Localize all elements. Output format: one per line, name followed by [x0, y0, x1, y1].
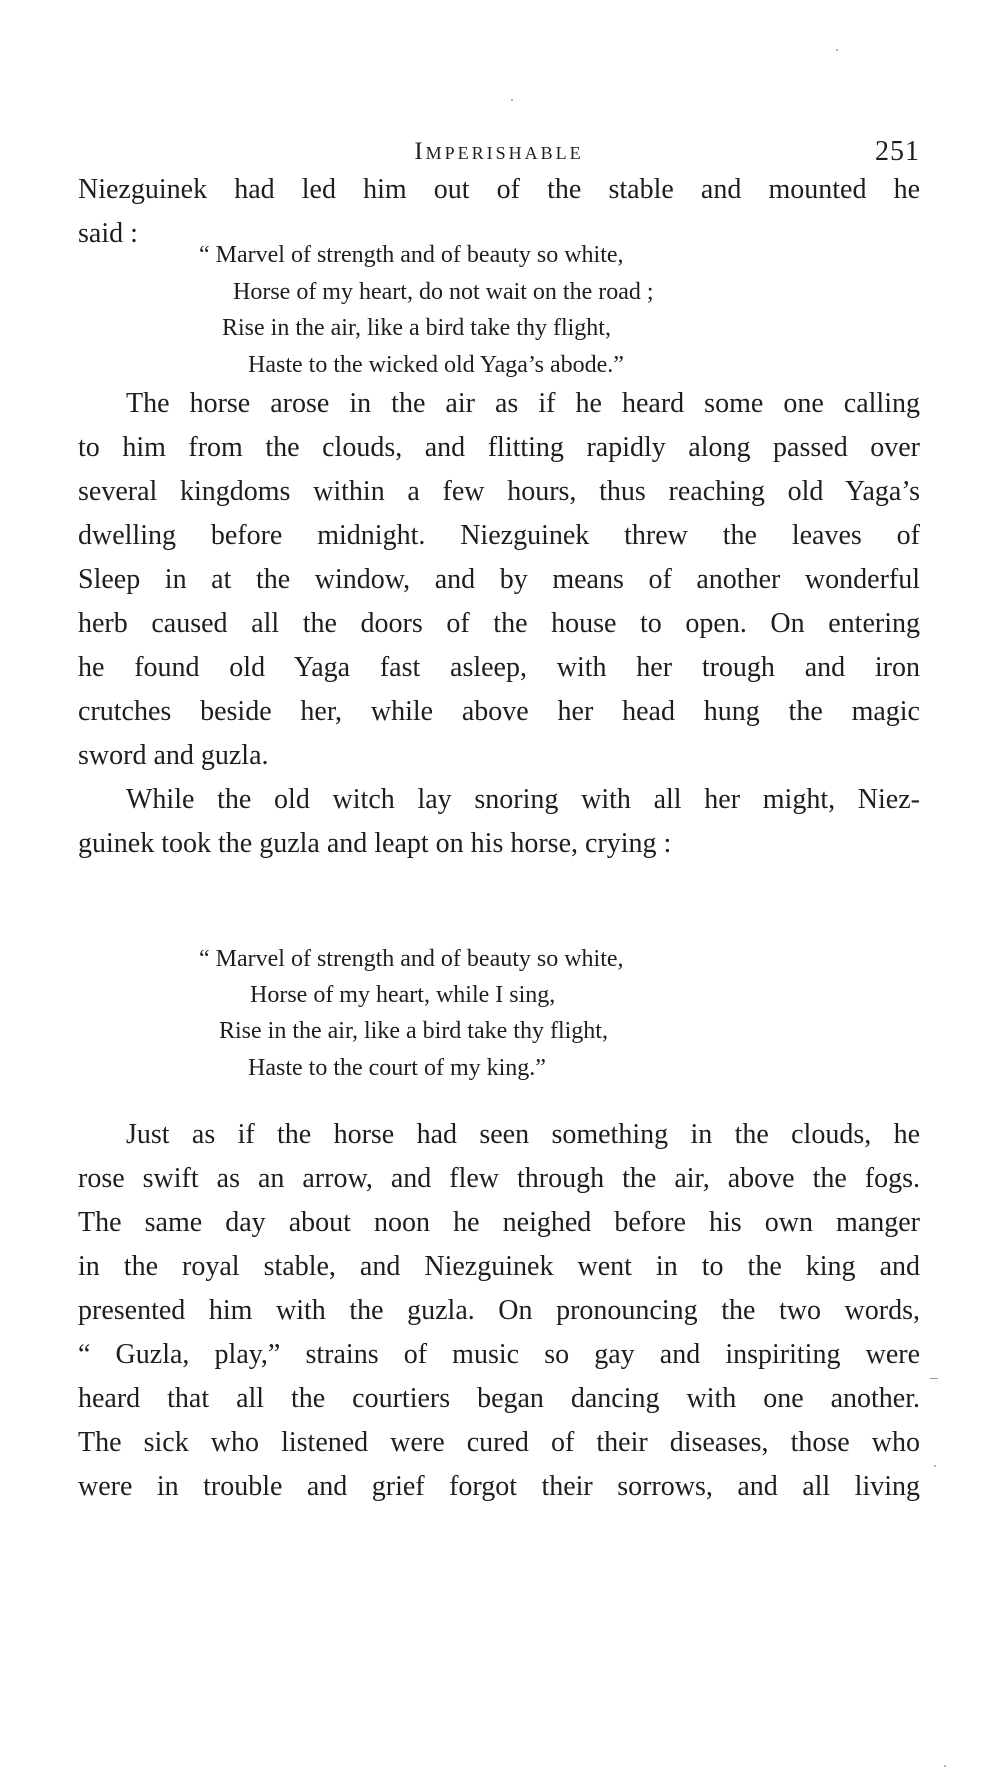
text-line: Niezguinek had led him out of the stable and mounted he: [78, 174, 920, 205]
scan-speck: [934, 1465, 936, 1467]
text-line: he found old Yaga fast asleep, with her trough and iron: [78, 652, 920, 683]
text-line: The same day about noon he neighed before his own manger: [78, 1207, 920, 1238]
running-title: Imperishable: [414, 138, 584, 165]
scan-speck: [836, 49, 838, 51]
verse-line: “ Marvel of strength and of beauty so white,: [199, 946, 624, 972]
verse-line: “ Marvel of strength and of beauty so white,: [199, 242, 624, 268]
text-line: “ Guzla, play,” strains of music so gay and inspiriting were: [78, 1339, 920, 1370]
text-line: in the royal stable, and Niezguinek went in to the king and: [78, 1251, 920, 1282]
text-line: While the old witch lay snoring with all her might, Niez-: [126, 784, 920, 815]
text-line: were in trouble and grief forgot their sorrows, and all living: [78, 1471, 920, 1502]
text-line: to him from the clouds, and flitting rapidly along passed over: [78, 432, 920, 463]
text-line: Sleep in at the window, and by means of another wonderful: [78, 564, 920, 595]
verse-line: Haste to the court of my king.”: [248, 1055, 546, 1081]
text-line: sword and guzla.: [78, 740, 269, 771]
text-line: The horse arose in the air as if he heard some one calling: [126, 388, 920, 419]
paragraph-continued: [78, 1113, 920, 1509]
scan-speck: [511, 99, 513, 101]
text-line: crutches beside her, while above her head hung the magic: [78, 696, 920, 727]
text-line: guinek took the guzla and leapt on his horse, crying :: [78, 828, 672, 859]
verse-line: Horse of my heart, while I sing,: [250, 982, 556, 1008]
text-line: said :: [78, 218, 138, 249]
verse-line: Haste to the wicked old Yaga’s abode.”: [248, 352, 624, 378]
text-line: presented him with the guzla. On pronouncing the two words,: [78, 1295, 920, 1326]
page-number: 251: [875, 136, 920, 167]
verse-line: Rise in the air, like a bird take thy flight,: [219, 1018, 608, 1044]
scan-speck: [930, 1378, 938, 1379]
text-line: several kingdoms within a few hours, thus reaching old Yaga’s: [78, 476, 920, 507]
verse-line: Rise in the air, like a bird take thy flight,: [222, 315, 611, 341]
paragraph-main: [78, 382, 920, 866]
scan-speck: [944, 1765, 946, 1767]
text-line: herb caused all the doors of the house to open. On entering: [78, 608, 920, 639]
text-line: The sick who listened were cured of their diseases, those who: [78, 1427, 920, 1458]
text-line: heard that all the courtiers began dancing with one another.: [78, 1383, 920, 1414]
text-line: rose swift as an arrow, and flew through the air, above the fogs.: [78, 1163, 920, 1194]
text-line: dwelling before midnight. Niezguinek threw the leaves of: [78, 520, 920, 551]
text-line: Just as if the horse had seen something in the clouds, he: [126, 1119, 920, 1150]
verse-line: Horse of my heart, do not wait on the road ;: [233, 279, 654, 305]
